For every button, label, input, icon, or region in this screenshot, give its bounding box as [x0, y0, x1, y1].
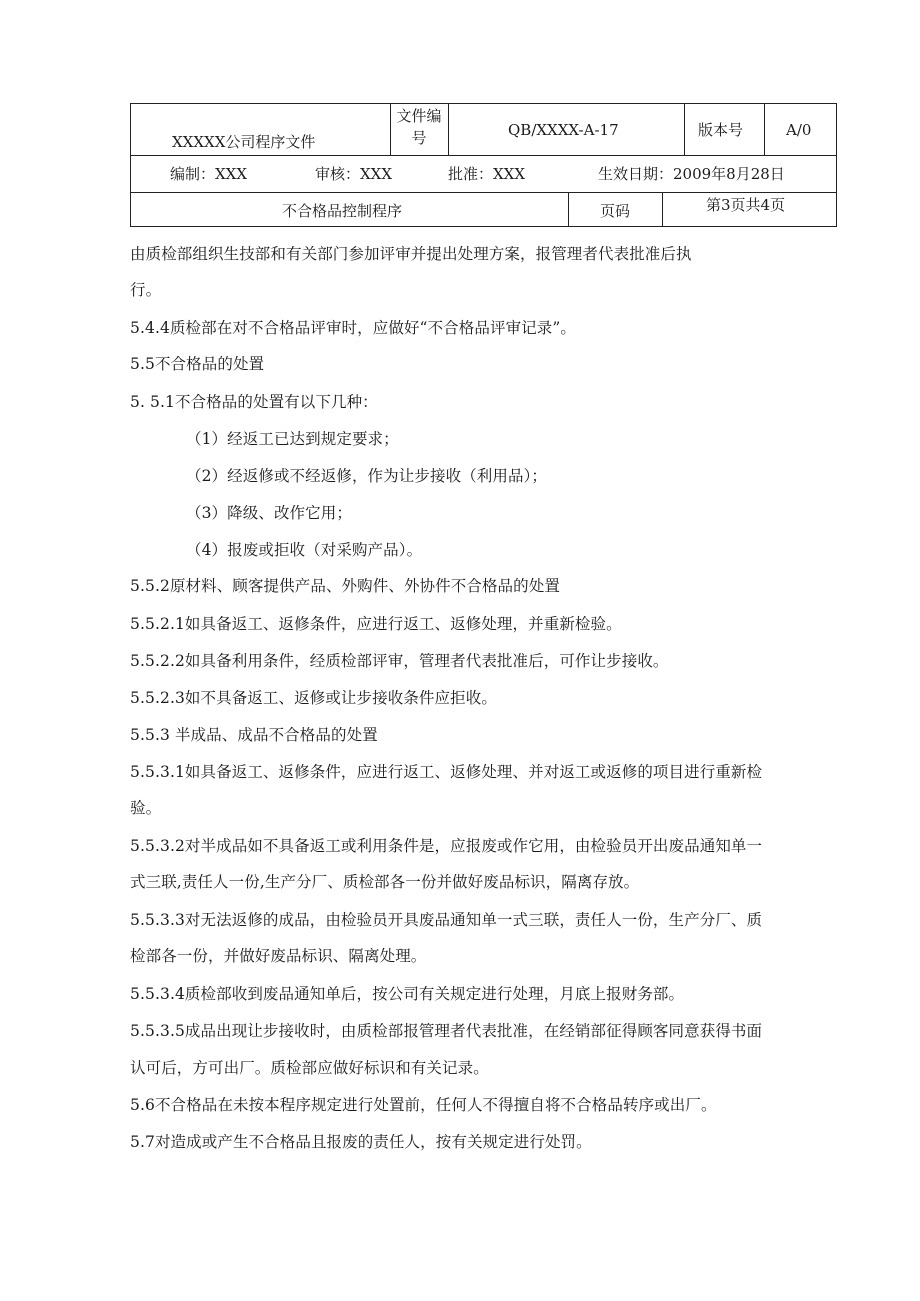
paragraph-line: 5.5.2.2如具备利用条件，经质检部评审，管理者代表批准后，可作让步接收。: [130, 652, 669, 670]
doc-no: QB/XXXX-A-17: [508, 121, 619, 139]
paragraph-line: 5.5.3.3对无法返修的成品，由检验员开具废品通知单一式三联，责任人一份，生产分厂、质: [130, 911, 763, 929]
paragraph-line: 5.5.3.5成品出现让步接收时，由质检部报管理者代表批准，在经销部征得顾客同意获得书面: [130, 1022, 763, 1040]
paragraph-line: 由质检部组织生技部和有关部门参加评审并提出处理方案，报管理者代表批准后执: [130, 245, 692, 263]
paragraph-line: 5.5.3.4质检部收到废品通知单后，按公司有关规定进行处理，月底上报财务部。: [130, 985, 685, 1003]
paragraph-line: 5.5.2.1如具备返工、返修条件，应进行返工、返修处理，并重新检验。: [130, 615, 622, 633]
section-heading: 5.5不合格品的处置: [130, 355, 265, 373]
reviewed-by: 审核：XXX: [315, 165, 393, 183]
approved-by: 批准：XXX: [448, 165, 526, 183]
paragraph-line: 5.5.2.3如不具备返工、返修或让步接收条件应拒收。: [130, 689, 497, 707]
paragraph-line: 5. 5.1不合格品的处置有以下几种：: [130, 393, 378, 411]
paragraph-line: 5.6不合格品在未按本程序规定进行处置前，任何人不得擅自将不合格品转序或出厂。: [130, 1096, 717, 1114]
paragraph-line: 验。: [130, 799, 162, 817]
page-label: 页码: [600, 202, 631, 220]
section-heading: 5.5.2原材料、顾客提供产品、外购件、外协件不合格品的处置: [130, 577, 560, 595]
paragraph-line: 式三联,责任人一份,生产分厂、质检部各一份并做好废品标识，隔离存放。: [130, 873, 640, 891]
version-value: A/0: [786, 121, 812, 139]
paragraph-line: 5.7对造成或产生不合格品且报废的责任人，按有关规定进行处罚。: [130, 1133, 592, 1151]
header-table: [130, 103, 837, 227]
list-item: （3）降级、改作它用；: [186, 504, 352, 522]
version-label: 版本号: [698, 121, 744, 139]
paragraph-line: 5.5.3.2对半成品如不具备返工或利用条件是，应报废或作它用，由检验员开出废品通知单一: [130, 837, 763, 855]
list-item: （1）经返工已达到规定要求；: [186, 430, 399, 448]
paragraph-line: 行。: [130, 281, 162, 299]
list-item: （4）报废或拒收（对采购产品）。: [186, 541, 423, 559]
section-heading: 5.5.3 半成品、成品不合格品的处置: [130, 726, 378, 744]
effective-date: 生效日期：2009年8月28日: [598, 165, 785, 183]
compiled-by: 编制：XXX: [170, 165, 248, 183]
paragraph-line: 检部各一份，并做好废品标识、隔离处理。: [130, 947, 427, 965]
paragraph-line: 5.4.4质检部在对不合格品评审时，应做好“不合格品评审记录”。: [130, 319, 576, 337]
doc-no-label: 文件编号: [396, 107, 442, 147]
list-item: （2）经返修或不经返修，作为让步接收（利用品）；: [186, 467, 548, 485]
paragraph-line: 认可后，方可出厂。质检部应做好标识和有关记录。: [130, 1059, 489, 1077]
company-doc-title: XXXXX公司程序文件: [172, 133, 316, 151]
page-value: 第3页共4页: [706, 196, 786, 214]
doc-title: 不合格品控制程序: [282, 202, 403, 220]
paragraph-line: 5.5.3.1如具备返工、返修条件，应进行返工、返修处理、并对返工或返修的项目进行重新检: [130, 763, 763, 781]
